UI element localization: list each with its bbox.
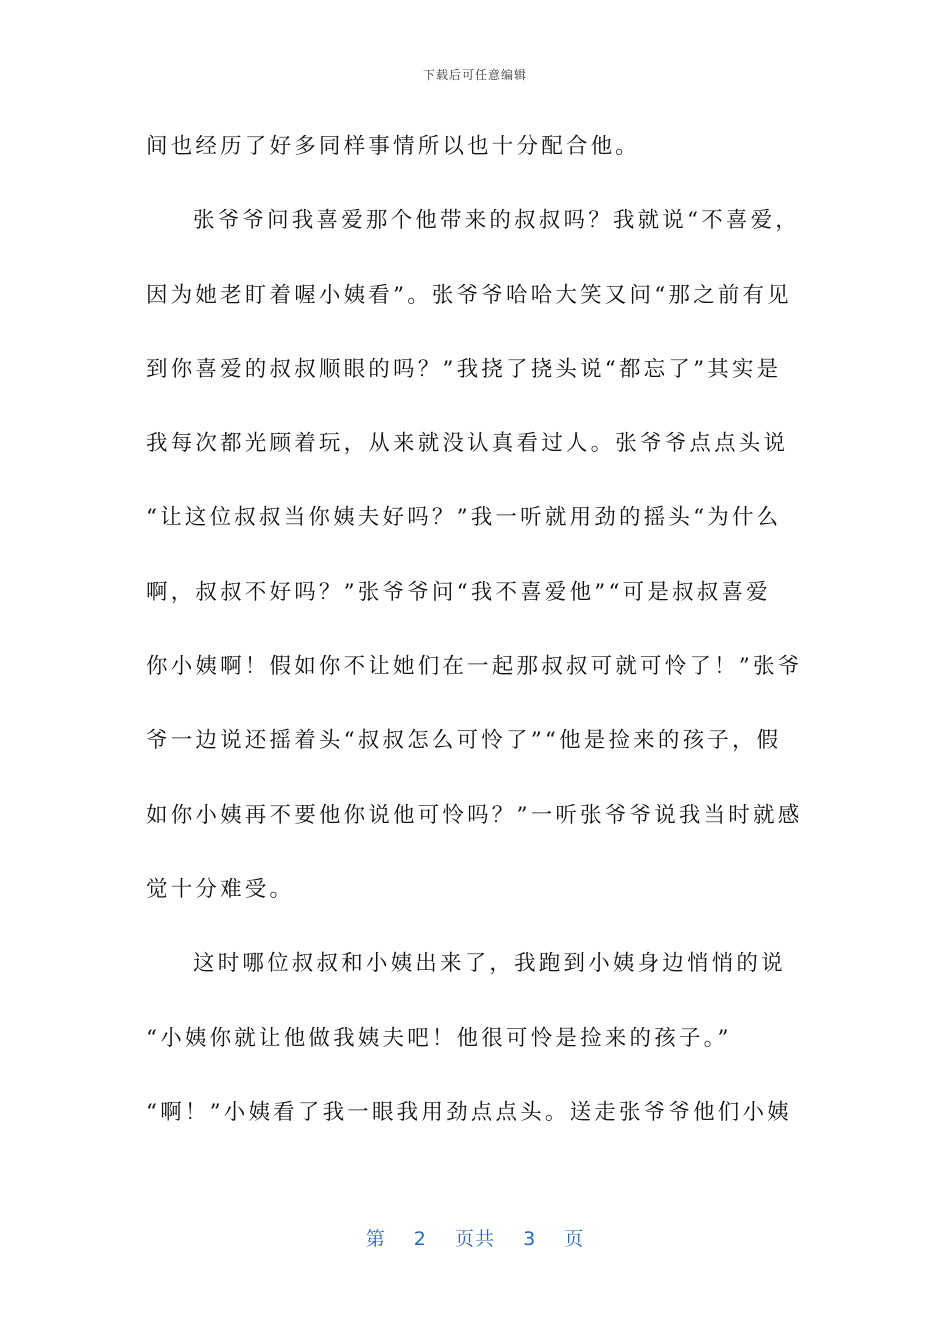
paragraph-start-line: 张爷爷问我喜爱那个他带来的叔叔吗？我就说“不喜爱， (193, 208, 800, 234)
footer-prefix: 第 (365, 1228, 386, 1250)
text-line: 你小姨啊！假如你不让她们在一起那叔叔可就可怜了！”张爷 (146, 654, 803, 680)
current-page-number: 2 (413, 1228, 427, 1250)
footer-middle: 页共 (454, 1228, 495, 1250)
paragraph-start-line: 这时哪位叔叔和小姨出来了，我跑到小姨身边悄悄的说 (193, 951, 786, 977)
text-line: 爷一边说还摇着头“叔叔怎么可怜了”“他是捡来的孩子，假 (146, 728, 782, 754)
page-footer (0, 1224, 950, 1251)
document-body (146, 122, 806, 1162)
text-line: “啊！”小姨看了我一眼我用劲点点头。送走张爷爷他们小姨 (146, 1099, 792, 1125)
footer-suffix: 页 (564, 1228, 585, 1250)
text-line: 间也经历了好多同样事情所以也十分配合他。 (146, 134, 641, 159)
text-line: “小姨你就让他做我姨夫吧！他很可怜是捡来的孩子。” (146, 1025, 732, 1051)
page-header: 下载后可任意编辑 (422, 68, 527, 82)
text-line: 如你小姨再不要他你说他可怜吗？”一听张爷爷说我当时就感 (146, 802, 803, 828)
text-line: 觉十分难受。 (146, 876, 295, 902)
text-line: 因为她老盯着喔小姨看”。张爷爷哈哈大笑又问“那之前有见 (146, 282, 792, 308)
text-line: “让这位叔叔当你姨夫好吗？”我一听就用劲的摇头“为什么 (146, 505, 782, 531)
text-line: 啊，叔叔不好吗？”张爷爷问“我不喜爱他”“可是叔叔喜爱 (146, 579, 771, 605)
text-line: 我每次都光顾着玩，从来就没认真看过人。张爷爷点点头说 (146, 431, 789, 457)
text-line: 到你喜爱的叔叔顺眼的吗？”我挠了挠头说“都忘了”其实是 (146, 356, 782, 382)
total-pages-number: 3 (523, 1228, 537, 1250)
